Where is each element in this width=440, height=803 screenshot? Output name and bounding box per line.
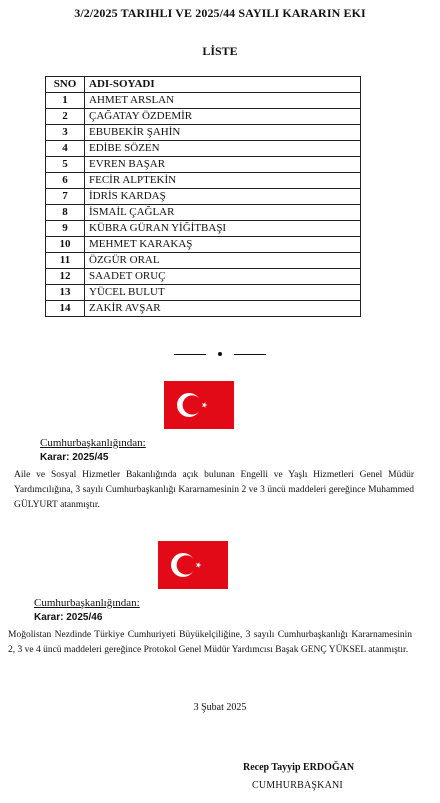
row-number: 3	[46, 125, 85, 141]
table-row	[46, 109, 361, 125]
section-separator	[160, 349, 280, 359]
list-title: LİSTE	[202, 44, 238, 58]
row-number: 7	[46, 189, 85, 205]
column-header-sno: SNO	[46, 77, 85, 93]
signer-title: CUMHURBAŞKANI	[252, 780, 343, 791]
table-row	[46, 253, 361, 269]
decree2-number: Karar: 2025/46	[34, 612, 103, 623]
row-number: 10	[46, 237, 85, 253]
turkish-flag-icon	[158, 541, 228, 589]
table-row	[46, 269, 361, 285]
decree1-text: Aile ve Sosyal Hizmetler Bakanlığında açık bulunan Engelli ve Yaşlı Hizmetleri Genel Müdür Yardımcılığına, 3 sayılı Cumhurbaşkanlığı Kararnamesinin 2 ve 3 üncü maddeleri gereğince Muhammed GÜLYURT atanmıştır.	[14, 470, 414, 510]
row-number: 8	[46, 205, 85, 221]
row-number: 14	[46, 301, 85, 317]
row-name: EVREN BAŞAR	[85, 157, 361, 173]
table-header-row	[46, 77, 361, 93]
table-row	[46, 125, 361, 141]
row-number: 9	[46, 221, 85, 237]
row-name: EDİBE SÖZEN	[85, 141, 361, 157]
row-number: 12	[46, 269, 85, 285]
row-number: 13	[46, 285, 85, 301]
row-number: 2	[46, 109, 85, 125]
row-number: 6	[46, 173, 85, 189]
row-name: AHMET ARSLAN	[85, 93, 361, 109]
separator-line-right	[234, 354, 266, 355]
row-name: İDRİS KARDAŞ	[85, 189, 361, 205]
row-number: 5	[46, 157, 85, 173]
table-row	[46, 301, 361, 317]
table-row	[46, 157, 361, 173]
table-row	[46, 237, 361, 253]
row-name: ÖZGÜR ORAL	[85, 253, 361, 269]
decree2-heading: Cumhurbaşkanlığından:	[34, 597, 140, 609]
row-name: EBUBEKİR ŞAHİN	[85, 125, 361, 141]
table-row	[46, 173, 361, 189]
document-title: 3/2/2025 TARIHLI VE 2025/44 SAYILI KARARIN EKI	[74, 6, 366, 20]
turkish-flag-graphic	[164, 381, 234, 429]
table-row	[46, 285, 361, 301]
decree1-heading: Cumhurbaşkanlığından:	[40, 437, 146, 449]
decree1-number: Karar: 2025/45	[40, 452, 109, 463]
signer-name: Recep Tayyip ERDOĞAN	[243, 762, 355, 773]
separator-dot	[218, 352, 222, 356]
row-name: ZAKİR AVŞAR	[85, 301, 361, 317]
table-row	[46, 141, 361, 157]
table-row	[46, 221, 361, 237]
row-number: 11	[46, 253, 85, 269]
row-name: SAADET ORUÇ	[85, 269, 361, 285]
row-name: ÇAĞATAY ÖZDEMİR	[85, 109, 361, 125]
table-row	[46, 205, 361, 221]
row-name: MEHMET KARAKAŞ	[85, 237, 361, 253]
separator-line-left	[174, 354, 206, 355]
row-name: KÜBRA GÜRAN YİĞİTBAŞI	[85, 221, 361, 237]
column-header-name: ADI-SOYADI	[85, 77, 361, 93]
table-row	[46, 93, 361, 109]
decree-date: 3 Şubat 2025	[193, 702, 247, 713]
row-number: 4	[46, 141, 85, 157]
row-name: FECİR ALPTEKİN	[85, 173, 361, 189]
row-name: YÜCEL BULUT	[85, 285, 361, 301]
decree2-text: Moğolistan Nezdinde Türkiye Cumhuriyeti Büyükelçiliğine, 3 sayılı Cumhurbaşkanlığı Kararnamesinin 2, 3 ve 4 üncü maddeleri gereğince Protokol Genel Müdür Yardımcısı Başak GENÇ YÜKSEL atanmıştır.	[8, 630, 412, 655]
turkish-flag-icon	[164, 381, 234, 429]
row-number: 1	[46, 93, 85, 109]
turkish-flag-graphic	[158, 541, 228, 589]
row-name: İSMAİL ÇAĞLAR	[85, 205, 361, 221]
table-row	[46, 189, 361, 205]
names-table	[45, 76, 361, 317]
